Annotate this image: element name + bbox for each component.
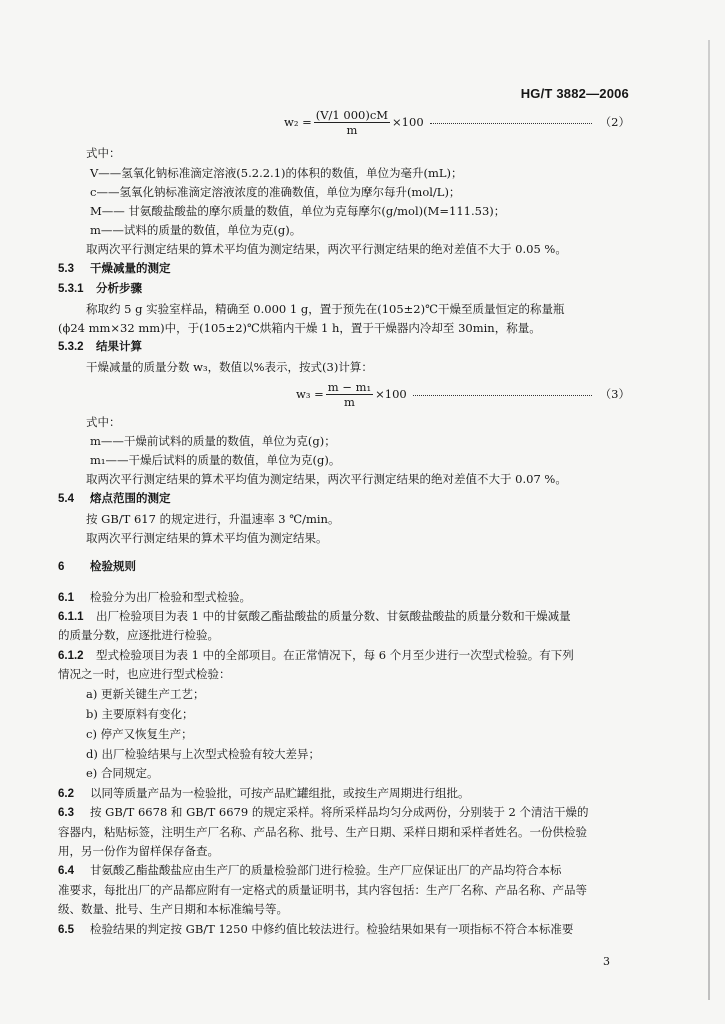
paragraph-line: 容器内，粘贴标签，注明生产厂名称、产品名称、批号、生产日期、采样日期和采样者姓名。一份供检验 xyxy=(58,825,587,839)
clause-6-2: 6.2 以同等质量产品为一检验批，可按产品贮罐组批，或按生产周期进行组批。 xyxy=(58,786,470,800)
clause-6-1-1: 6.1.1 出厂检验项目为表 1 中的甘氨酸乙酯盐酸盐的质量分数、甘氨酸盐酸盐的质量分数和干燥减量 xyxy=(58,609,571,623)
equation-multiplier: ×100 xyxy=(392,115,424,130)
equation-multiplier: ×100 xyxy=(375,387,407,402)
paragraph-line: (ϕ24 mm×32 mm)中，于(105±2)℃烘箱内干燥 1 h，置于干燥器内冷却至 30min，称量。 xyxy=(58,321,541,335)
clause-6-1-2: 6.1.2 型式检验项目为表 1 中的全部项目。在正常情况下，每 6 个月至少进行一次型式检验。有下列 xyxy=(58,648,574,662)
equation-2 xyxy=(284,108,630,137)
paragraph-line: 级、数量、批号、生产日期和本标准编号等。 xyxy=(58,902,288,916)
paragraph-line: 情况之一时，也应进行型式检验： xyxy=(58,667,231,681)
where-label: 式中： xyxy=(86,146,121,160)
equation-number: （3） xyxy=(599,387,630,402)
list-item: d) 出厂检验结果与上次型式检验有较大差异； xyxy=(86,747,321,761)
fraction xyxy=(314,108,390,137)
definition-line: M—— 甘氨酸盐酸盐的摩尔质量的数值，单位为克每摩尔(g/mol)(M=111.53)； xyxy=(90,204,506,218)
equation-lhs: w₂ = xyxy=(284,115,312,130)
fraction-denominator: m xyxy=(346,123,358,137)
list-item: c) 停产又恢复生产； xyxy=(86,727,193,741)
dot-leader xyxy=(430,122,592,124)
fraction-denominator: m xyxy=(343,395,355,409)
definition-line: m——试料的质量的数值，单位为克(g)。 xyxy=(90,223,302,237)
paragraph-line: 取两次平行测定结果的算术平均值为测定结果。 xyxy=(86,531,328,545)
clause-6-5: 6.5 检验结果的判定按 GB/T 1250 中修约值比较法进行。检验结果如果有一项指标不符合本标准要 xyxy=(58,922,574,936)
paragraph-line: 准要求，每批出厂的产品都应附有一定格式的质量证明书，其内容包括：生产厂名称、产品名称、产品等 xyxy=(58,883,587,897)
fraction xyxy=(326,380,373,409)
paragraph-line: 的质量分数，应逐批进行检验。 xyxy=(58,628,219,642)
paragraph-line: 称取约 5 g 实验室样品，精确至 0.000 1 g，置于预先在(105±2)℃干燥至质量恒定的称量瓶 xyxy=(86,302,565,316)
section-heading-6: 6 检验规则 xyxy=(58,561,136,573)
definition-line: c——氢氧化钠标准滴定溶液浓度的准确数值，单位为摩尔每升(mol/L)； xyxy=(90,185,461,199)
paragraph-line: 干燥减量的质量分数 w₃，数值以%表示，按式(3)计算： xyxy=(86,360,373,374)
result-note: 取两次平行测定结果的算术平均值为测定结果，两次平行测定结果的绝对差值不大于 0.05 %。 xyxy=(86,242,567,256)
paragraph-line: 按 GB/T 617 的规定进行，升温速率 3 ℃/min。 xyxy=(86,512,340,526)
dot-leader xyxy=(413,394,592,396)
list-item: e) 合同规定。 xyxy=(86,766,159,780)
clause-6-3: 6.3 按 GB/T 6678 和 GB/T 6679 的规定采样。将所采样品均匀分成两份，分别装于 2 个清洁干燥的 xyxy=(58,805,589,819)
clause-6-1: 6.1 检验分为出厂检验和型式检验。 xyxy=(58,590,251,604)
equation-lhs: w₃ = xyxy=(296,387,324,402)
section-heading-5-3-1: 5.3.1 分析步骤 xyxy=(58,283,142,295)
result-note: 取两次平行测定结果的算术平均值为测定结果，两次平行测定结果的绝对差值不大于 0.07 %。 xyxy=(86,472,567,486)
fraction-numerator: (V/1 000)cM xyxy=(315,108,389,122)
definition-line: V——氢氧化钠标准滴定溶液(5.2.2.1)的体积的数值，单位为毫升(mL)； xyxy=(90,166,463,180)
definition-line: m——干燥前试料的质量的数值，单位为克(g)； xyxy=(90,434,336,448)
section-heading-5-3: 5.3 干燥减量的测定 xyxy=(58,263,171,275)
list-item: b) 主要原料有变化； xyxy=(86,707,194,721)
clause-6-4: 6.4 甘氨酸乙酯盐酸盐应由生产厂的质量检验部门进行检验。生产厂应保证出厂的产品均符合本标 xyxy=(58,863,562,877)
standard-number: HG/T 3882—2006 xyxy=(520,86,629,101)
where-label: 式中： xyxy=(86,415,121,429)
definition-line: m₁——干燥后试料的质量的数值，单位为克(g)。 xyxy=(90,453,341,467)
list-item: a) 更新关键生产工艺； xyxy=(86,687,205,701)
fraction-numerator: m − m₁ xyxy=(327,380,372,394)
equation-3 xyxy=(296,380,630,409)
scan-edge-line xyxy=(708,40,710,1000)
equation-number: （2） xyxy=(599,115,630,130)
section-heading-5-4: 5.4 熔点范围的测定 xyxy=(58,493,171,505)
paragraph-line: 用，另一份作为留样保存备查。 xyxy=(58,844,219,858)
section-heading-5-3-2: 5.3.2 结果计算 xyxy=(58,341,142,353)
page-number: 3 xyxy=(603,955,610,968)
